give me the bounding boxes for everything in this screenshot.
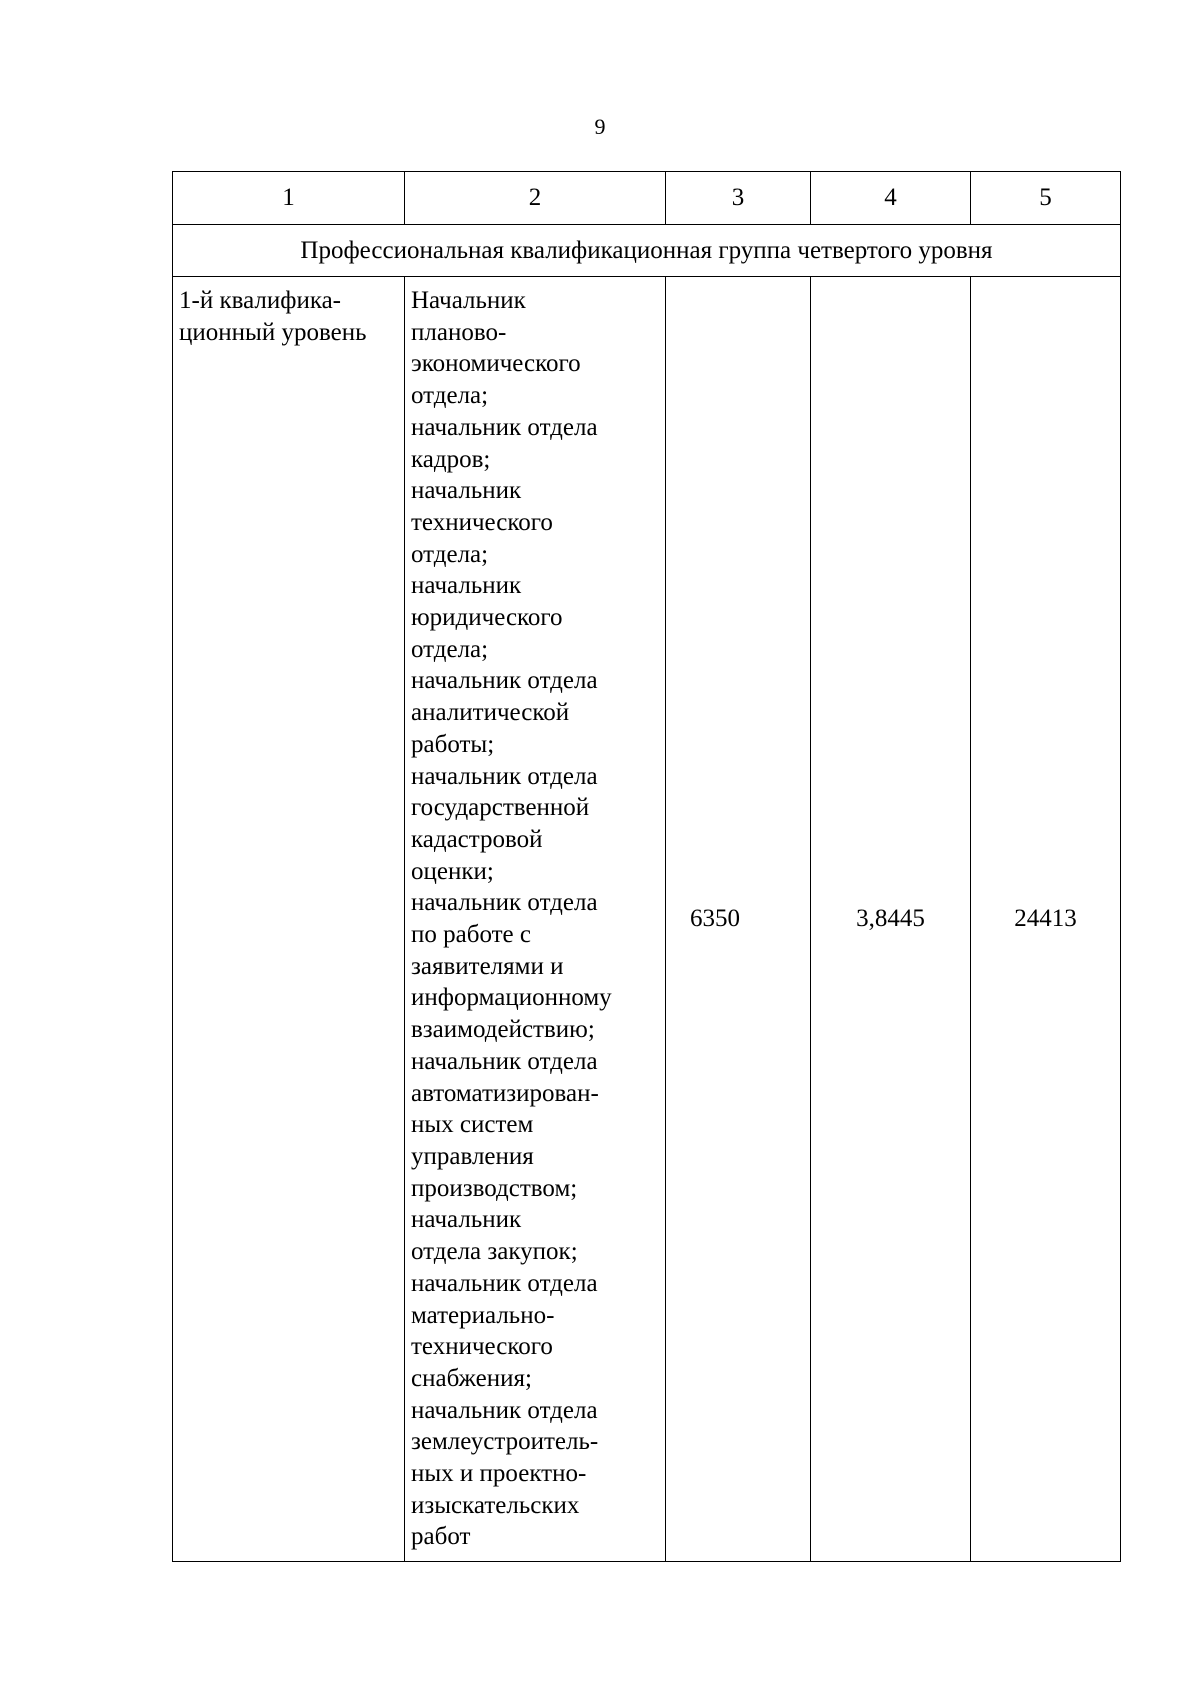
position-line: начальник отдела	[411, 1269, 598, 1297]
position-line: изыскательских	[411, 1491, 580, 1519]
position-line: по работе с	[411, 921, 531, 949]
position-line: начальник отдела	[411, 889, 598, 917]
column-header-5: 5	[971, 172, 1121, 225]
salary-table	[172, 171, 1121, 1562]
position-line: снабжения;	[411, 1364, 532, 1392]
position-line: ных систем	[411, 1111, 534, 1139]
position-line: экономического	[411, 350, 581, 378]
position-line: кадастровой	[411, 825, 543, 853]
position-line: отдела закупок;	[411, 1238, 578, 1266]
position-line: материально-	[411, 1301, 555, 1329]
position-line: ных и проектно-	[411, 1460, 587, 1488]
position-line: оценки;	[411, 857, 494, 885]
group-title: Профессиональная квалификационная группа четвертого уровня	[173, 225, 1121, 277]
qualification-level-cell	[173, 277, 405, 1562]
position-line: заявителями и	[411, 952, 564, 980]
position-line: кадров;	[411, 445, 491, 473]
value-cell-4: 3,8445	[811, 277, 971, 1562]
position-line: отдела;	[411, 382, 489, 410]
page-number: 9	[594, 114, 606, 139]
position-line: управления	[411, 1142, 534, 1170]
column-header-3: 3	[666, 172, 811, 225]
position-line: планово-	[411, 318, 507, 346]
position-line: отдела;	[411, 635, 489, 663]
position-line: государственной	[411, 794, 590, 822]
qualification-level-line: ционный уровень	[179, 318, 367, 346]
position-line: начальник отдела	[411, 1396, 598, 1424]
qualification-level-line: 1-й квалифика-	[179, 287, 342, 314]
position-line: землеустроитель-	[411, 1428, 599, 1456]
value-cell-3: 6350	[666, 277, 811, 1562]
column-header-2: 2	[405, 172, 666, 225]
position-line: технического	[411, 508, 553, 536]
position-line: начальник отдела	[411, 667, 598, 695]
value-cell-5: 24413	[971, 277, 1121, 1562]
position-line: начальник отдела	[411, 413, 598, 441]
position-line: начальник	[411, 1206, 522, 1234]
position-line: производством;	[411, 1174, 578, 1202]
position-line: автоматизирован-	[411, 1079, 599, 1107]
position-line: начальник отдела	[411, 762, 598, 790]
column-header-4: 4	[811, 172, 971, 225]
position-line: взаимодействию;	[411, 1016, 595, 1044]
position-line: информационному	[411, 984, 612, 1012]
column-header-1: 1	[173, 172, 405, 225]
position-line: юридического	[411, 604, 563, 632]
position-line: аналитической	[411, 699, 570, 727]
position-line: работы;	[411, 730, 495, 758]
position-line: Начальник	[411, 287, 526, 314]
position-line: начальник	[411, 477, 522, 505]
position-line: отдела;	[411, 540, 489, 568]
position-line: работ	[411, 1523, 471, 1551]
column-number-row	[173, 172, 1121, 225]
group-title-row	[173, 225, 1121, 277]
position-line: начальник	[411, 572, 522, 600]
position-line: технического	[411, 1333, 553, 1361]
positions-cell	[405, 277, 666, 1562]
table-row	[173, 277, 1121, 1562]
position-line: начальник отдела	[411, 1047, 598, 1075]
